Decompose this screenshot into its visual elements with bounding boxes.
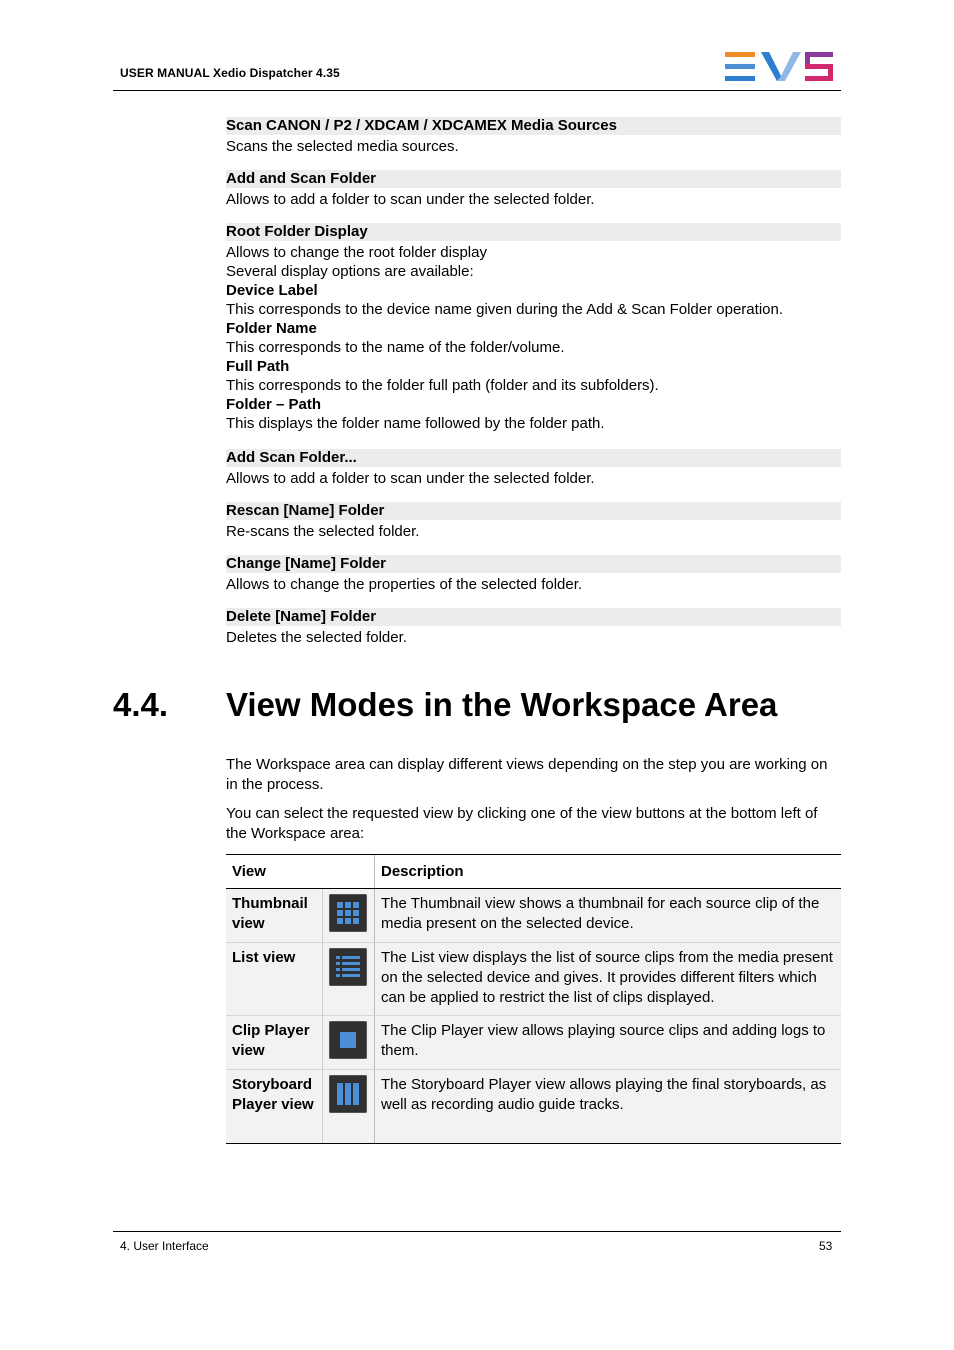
list-view-icon[interactable] xyxy=(329,948,367,986)
storyboard-player-icon[interactable] xyxy=(329,1075,367,1113)
view-icon-cell xyxy=(323,1070,375,1144)
view-description: The Thumbnail view shows a thumbnail for each source clip of the media present on the selected device. xyxy=(375,889,842,943)
option-name: Device Label xyxy=(226,282,318,299)
footer-chapter: 4. User Interface xyxy=(120,1239,209,1253)
option-description: This displays the folder name followed by the folder path. xyxy=(226,415,605,432)
section-text: Allows to add a folder to scan under the selected folder. xyxy=(226,191,595,208)
view-name: List view xyxy=(226,943,323,1016)
section-text: Allows to change the properties of the selected folder. xyxy=(226,576,583,593)
table-header-row xyxy=(226,855,841,889)
section-text: Several display options are available: xyxy=(226,263,474,280)
option-description: This corresponds to the name of the folder/volume. xyxy=(226,339,565,356)
section-text: Allows to change the root folder display xyxy=(226,244,487,261)
option-name: Folder Name xyxy=(226,320,317,337)
menu-section-scan-sources xyxy=(226,117,841,156)
section-heading: Root Folder Display xyxy=(226,223,841,241)
clip-player-icon[interactable] xyxy=(329,1021,367,1059)
section-heading: Scan CANON / P2 / XDCAM / XDCAMEX Media Sources xyxy=(226,117,841,135)
table-row xyxy=(226,1016,841,1070)
section-heading: Change [Name] Folder xyxy=(226,555,841,573)
option-name: Folder – Path xyxy=(226,396,322,413)
header-divider xyxy=(113,90,841,91)
option-name: Full Path xyxy=(226,358,290,375)
footer-divider xyxy=(113,1231,841,1232)
section-text: Scans the selected media sources. xyxy=(226,138,459,155)
table-row xyxy=(226,1070,841,1144)
view-modes-table xyxy=(226,854,841,1144)
page-number: 53 xyxy=(819,1239,833,1253)
view-description: The Storyboard Player view allows playing the final storyboards, as well as recording audio guide tracks. xyxy=(375,1070,842,1144)
section-text: Allows to add a folder to scan under the selected folder. xyxy=(226,470,595,487)
view-icon-cell xyxy=(323,943,375,1016)
view-description: The List view displays the list of source clips from the media present on the selected device and gives. It provides different filters which can be applied to restrict the list of clips displayed. xyxy=(375,943,842,1016)
instruction-paragraph: You can select the requested view by clicking one of the view buttons at the bottom left of the Workspace area: xyxy=(226,805,818,842)
column-header-view: View xyxy=(226,855,375,889)
menu-section-change-folder xyxy=(226,555,841,594)
table-row xyxy=(226,943,841,1016)
view-description: The Clip Player view allows playing source clips and adding logs to them. xyxy=(375,1016,842,1070)
thumbnail-grid-icon[interactable] xyxy=(329,894,367,932)
section-heading: Delete [Name] Folder xyxy=(226,608,841,626)
menu-section-rescan-folder xyxy=(226,502,841,541)
evs-logo xyxy=(725,52,835,82)
view-icon-cell xyxy=(323,889,375,943)
chapter-number: 4.4. xyxy=(113,686,169,723)
option-description: This corresponds to the folder full path (folder and its subfolders). xyxy=(226,377,659,394)
table-row xyxy=(226,889,841,943)
section-text: Deletes the selected folder. xyxy=(226,629,407,646)
intro-paragraph: The Workspace area can display different views depending on the step you are working on in the process. xyxy=(226,756,828,793)
view-name: Storyboard Player view xyxy=(226,1070,323,1144)
column-header-description: Description xyxy=(375,855,842,889)
chapter-title: View Modes in the Workspace Area xyxy=(226,686,778,723)
header-title: USER MANUAL Xedio Dispatcher 4.35 xyxy=(120,66,340,80)
view-name: Clip Player view xyxy=(226,1016,323,1070)
menu-section-add-scan-folder-dialog xyxy=(226,449,841,488)
section-heading: Add and Scan Folder xyxy=(226,170,841,188)
section-text: Re-scans the selected folder. xyxy=(226,523,420,540)
section-heading: Rescan [Name] Folder xyxy=(226,502,841,520)
view-name: Thumbnail view xyxy=(226,889,323,943)
menu-section-add-scan-folder xyxy=(226,170,841,209)
menu-section-delete-folder xyxy=(226,608,841,647)
option-description: This corresponds to the device name given during the Add & Scan Folder operation. xyxy=(226,301,783,318)
view-icon-cell xyxy=(323,1016,375,1070)
section-heading: Add Scan Folder... xyxy=(226,449,841,467)
menu-section-root-folder-display xyxy=(226,223,841,433)
